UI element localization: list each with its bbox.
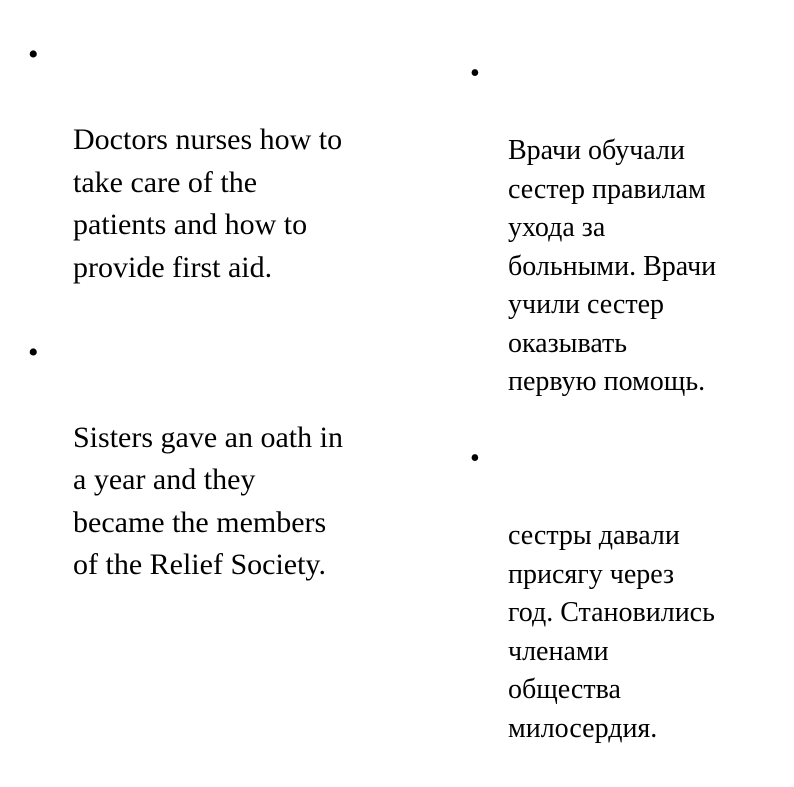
bullet-icon: •	[470, 443, 480, 474]
bullet-icon: •	[28, 335, 39, 369]
bullet-text: Doctors nurses how to take care of the patients and how to provide first aid.	[73, 123, 343, 284]
bullet-text: сестры давали присягу через год. Становились членами общества милосердия.	[508, 520, 715, 744]
bullet-text: Sisters gave an oath in a year and they became the members of the Relief Society.	[73, 420, 343, 581]
english-bullet-doctors	[28, 34, 418, 332]
english-bullet-sisters	[28, 332, 418, 630]
russian-bullet-doctors	[470, 55, 770, 440]
english-column	[28, 34, 418, 629]
bullet-text: Врачи обучали сестер правилам ухода за больными. Врачи учили сестер оказывать первую помощь.	[508, 135, 717, 397]
russian-column	[470, 55, 770, 787]
bullet-icon: •	[470, 58, 480, 89]
russian-bullet-sisters	[470, 440, 770, 787]
bullet-icon: •	[28, 38, 39, 71]
